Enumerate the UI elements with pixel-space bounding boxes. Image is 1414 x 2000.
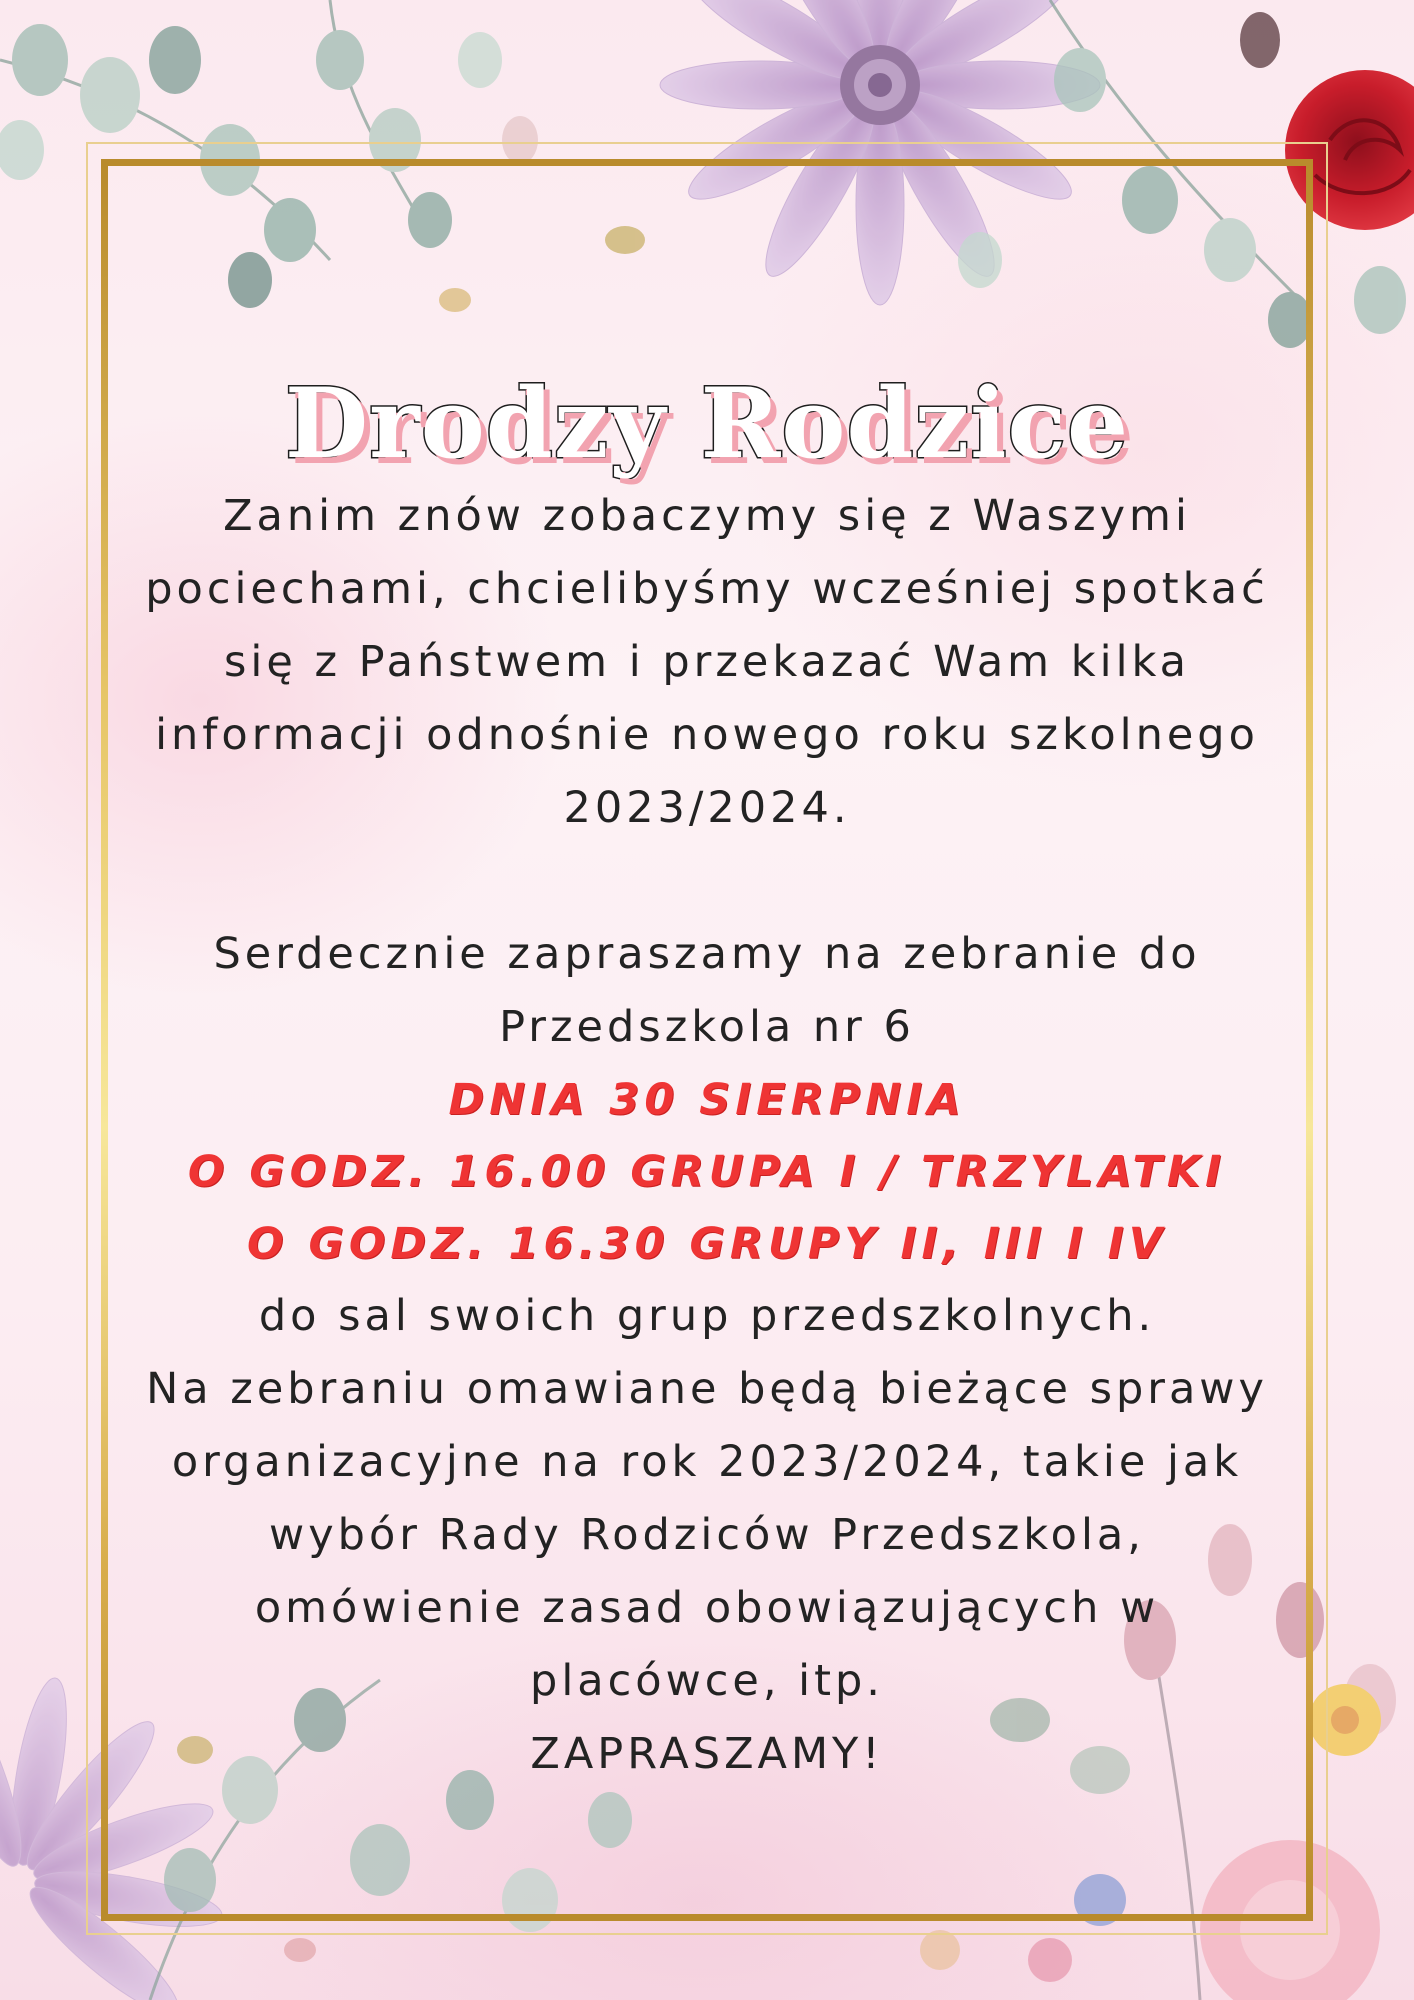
closing-line: Na zebraniu omawiane będą bieżące sprawy xyxy=(146,1364,1268,1414)
intro-line: Zanim znów zobaczymy się z Waszymi xyxy=(223,491,1191,541)
closing-invitation: ZAPRASZAMY! xyxy=(530,1729,884,1779)
invite-line: Przedszkola nr 6 xyxy=(499,1002,915,1052)
invite-paragraph xyxy=(130,918,1284,1064)
intro-line: informacji odnośnie nowego roku szkolnego xyxy=(155,710,1259,760)
closing-line: do sal swoich grup przedszkolnych. xyxy=(258,1291,1156,1341)
closing-line: wybór Rady Rodziców Przedszkola, xyxy=(269,1510,1145,1560)
closing-line: placówce, itp. xyxy=(530,1656,884,1706)
closing-paragraph xyxy=(130,1280,1284,1791)
meeting-time-groups-2-4: O GODZ. 16.30 GRUPY II, III I IV xyxy=(247,1219,1167,1269)
intro-paragraph xyxy=(130,480,1284,845)
meeting-time-group-1: O GODZ. 16.00 GRUPA I / TRZYLATKI xyxy=(187,1147,1227,1197)
closing-line: omówienie zasad obowiązujących w xyxy=(254,1583,1160,1633)
intro-line: 2023/2024. xyxy=(563,783,851,833)
poster-title: Drodzy Rodzice xyxy=(284,367,1130,480)
poster-content xyxy=(130,368,1284,1791)
closing-line: organizacyjne na rok 2023/2024, takie jak xyxy=(171,1437,1243,1487)
intro-line: się z Państwem i przekazać Wam kilka xyxy=(223,637,1191,687)
meeting-date: DNIA 30 SIERPNIA xyxy=(448,1075,966,1125)
invite-line: Serdecznie zapraszamy na zebranie do xyxy=(213,929,1201,979)
intro-line: pociechami, chcielibyśmy wcześniej spotkać xyxy=(145,564,1269,614)
paragraph-spacer xyxy=(130,845,1284,918)
meeting-details xyxy=(130,1064,1284,1280)
